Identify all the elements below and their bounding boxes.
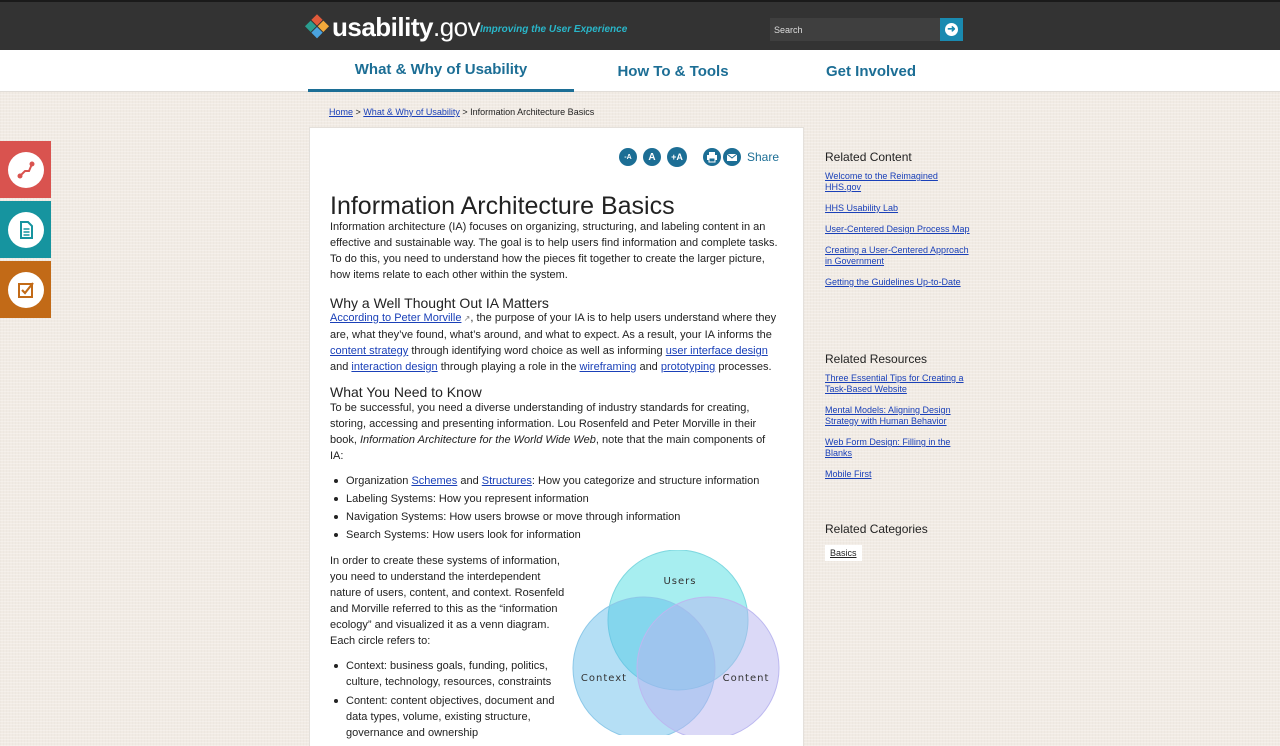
section-heading-ia-matters: Why a Well Thought Out IA Matters xyxy=(330,295,549,311)
ui-design-link[interactable]: user interface design xyxy=(665,345,768,357)
nav-what-why-usability[interactable]: What & Why of Usability xyxy=(308,50,574,92)
section-heading-need-to-know: What You Need to Know xyxy=(330,384,482,400)
breadcrumb xyxy=(329,107,594,117)
need-to-know-paragraph: To be successful, you need a diverse understanding of industry standards for creating, storing, accessing and presenting information. Lou Rosenfeld and Peter Morville in their book, Information Architecture for the World Wide Web, note that the main components of IA: xyxy=(330,402,766,462)
side-tab-checklist[interactable] xyxy=(0,261,51,318)
site-logo[interactable] xyxy=(308,13,480,41)
list-item: Labeling Systems: How you represent information xyxy=(330,490,759,508)
list-item: Search Systems: How users look for information xyxy=(330,526,759,544)
document-icon xyxy=(8,212,44,248)
interaction-design-link[interactable]: interaction design xyxy=(351,361,438,373)
related-categories-heading: Related Categories xyxy=(825,522,928,536)
top-bar xyxy=(0,0,1280,50)
schemes-link[interactable]: Schemes xyxy=(411,475,458,487)
prototyping-link[interactable]: prototyping xyxy=(660,361,716,373)
search-button[interactable] xyxy=(940,18,963,41)
breadcrumb-parent[interactable]: What & Why of Usability xyxy=(363,107,460,117)
logo-icon xyxy=(304,14,329,39)
venn-label-content: Content xyxy=(722,673,770,684)
ecology-list xyxy=(330,658,565,744)
book-title: Information Architecture for the World Wide Web xyxy=(359,434,596,446)
breadcrumb-separator: > xyxy=(462,107,468,117)
wireframing-link[interactable]: wireframing xyxy=(579,361,637,373)
decrease-font-button[interactable]: -A xyxy=(619,148,637,166)
venn-label-users: Users xyxy=(663,576,697,587)
related-resource-link[interactable]: Web Form Design: Filling in the Blanks xyxy=(825,437,951,458)
email-button[interactable] xyxy=(723,148,741,166)
related-content-link[interactable]: Creating a User-Centered Approach in Government xyxy=(825,245,969,266)
site-tagline: Improving the User Experience xyxy=(480,24,628,35)
intro-paragraph: Information architecture (IA) focuses on organizing, structuring, and labeling content in an effective and sustainable way. The goal is to help users find information and complete tasks. To do this, you need to understand how the pieces fit together to create the larger picture, how items relate to each other within the system. xyxy=(330,221,778,281)
related-resource-link[interactable]: Three Essential Tips for Creating a Task-Based Website xyxy=(825,373,964,394)
print-icon xyxy=(706,151,718,163)
arrow-right-icon: ➜ xyxy=(945,23,958,36)
list-item: Navigation Systems: How users browse or move through information xyxy=(330,508,759,526)
ecology-paragraph: In order to create these systems of information, you need to understand the interdependent nature of users, content, and context. Rosenfeld and Morville referred to this as the “information ecology” and visualized it as a venn diagram. Each circle refers to: xyxy=(330,555,565,647)
share-link[interactable]: Share xyxy=(747,150,780,164)
breadcrumb-separator: > xyxy=(355,107,361,117)
external-link-icon: ↗ xyxy=(461,314,471,323)
list-item: Context: business goals, funding, politics, culture, technology, resources, constraints xyxy=(330,658,565,690)
related-resource-link[interactable]: Mental Models: Aligning Design Strategy with Human Behavior xyxy=(825,405,951,426)
related-content-link[interactable]: Welcome to the Reimagined HHS.gov xyxy=(825,171,938,192)
ia-components-list xyxy=(330,472,759,544)
related-categories-section xyxy=(825,522,975,561)
page-tools xyxy=(619,148,779,166)
envelope-icon xyxy=(726,151,738,163)
nav-get-involved[interactable]: Get Involved xyxy=(825,62,917,80)
venn-circle-content xyxy=(637,597,779,735)
page-title: Information Architecture Basics xyxy=(330,192,675,220)
related-content-link[interactable]: User-Centered Design Process Map xyxy=(825,224,970,234)
reset-font-button[interactable]: A xyxy=(643,148,661,166)
category-tag-basics[interactable]: Basics xyxy=(825,545,862,561)
logo-text: usability.gov xyxy=(332,11,481,42)
side-tab-process[interactable] xyxy=(0,141,51,198)
morville-link[interactable]: According to Peter Morville xyxy=(330,312,462,324)
side-tab-document[interactable] xyxy=(0,201,51,258)
nav-how-to-tools[interactable]: How To & Tools xyxy=(617,62,729,80)
process-flow-icon xyxy=(8,152,44,188)
venn-label-context: Context xyxy=(580,673,628,684)
content-strategy-link[interactable]: content strategy xyxy=(330,345,409,357)
ia-matters-paragraph: According to Peter Morville ↗, the purpose of your IA is to help users understand where they are, what they’ve found, what’s around, and what to expect. As a result, your IA informs the content strategy through identifying word choice as well as informing user interface design and interaction design through playing a role in the wireframing and prototyping processes. xyxy=(330,312,777,373)
increase-font-button[interactable]: +A xyxy=(667,147,687,167)
related-resources-section xyxy=(825,352,975,490)
breadcrumb-home[interactable]: Home xyxy=(329,107,354,117)
print-button[interactable] xyxy=(703,148,721,166)
related-resources-heading: Related Resources xyxy=(825,352,928,366)
list-item: Organization Schemes and Structures: How you categorize and structure information xyxy=(330,472,759,490)
search-input[interactable] xyxy=(770,18,940,41)
breadcrumb-current: Information Architecture Basics xyxy=(470,107,595,117)
related-content-heading: Related Content xyxy=(825,150,912,164)
related-content-link[interactable]: Getting the Guidelines Up-to-Date xyxy=(825,277,961,287)
related-content-section xyxy=(825,150,975,298)
checklist-icon xyxy=(8,272,44,308)
main-nav xyxy=(0,50,1280,92)
structures-link[interactable]: Structures xyxy=(481,475,532,487)
related-resource-link[interactable]: Mobile First xyxy=(825,469,872,479)
side-tabs xyxy=(0,141,51,321)
list-item: Content: content objectives, document and data types, volume, existing structure, governance and ownership xyxy=(330,693,565,741)
information-ecology-venn-diagram xyxy=(570,550,785,735)
related-content-link[interactable]: HHS Usability Lab xyxy=(825,203,899,213)
